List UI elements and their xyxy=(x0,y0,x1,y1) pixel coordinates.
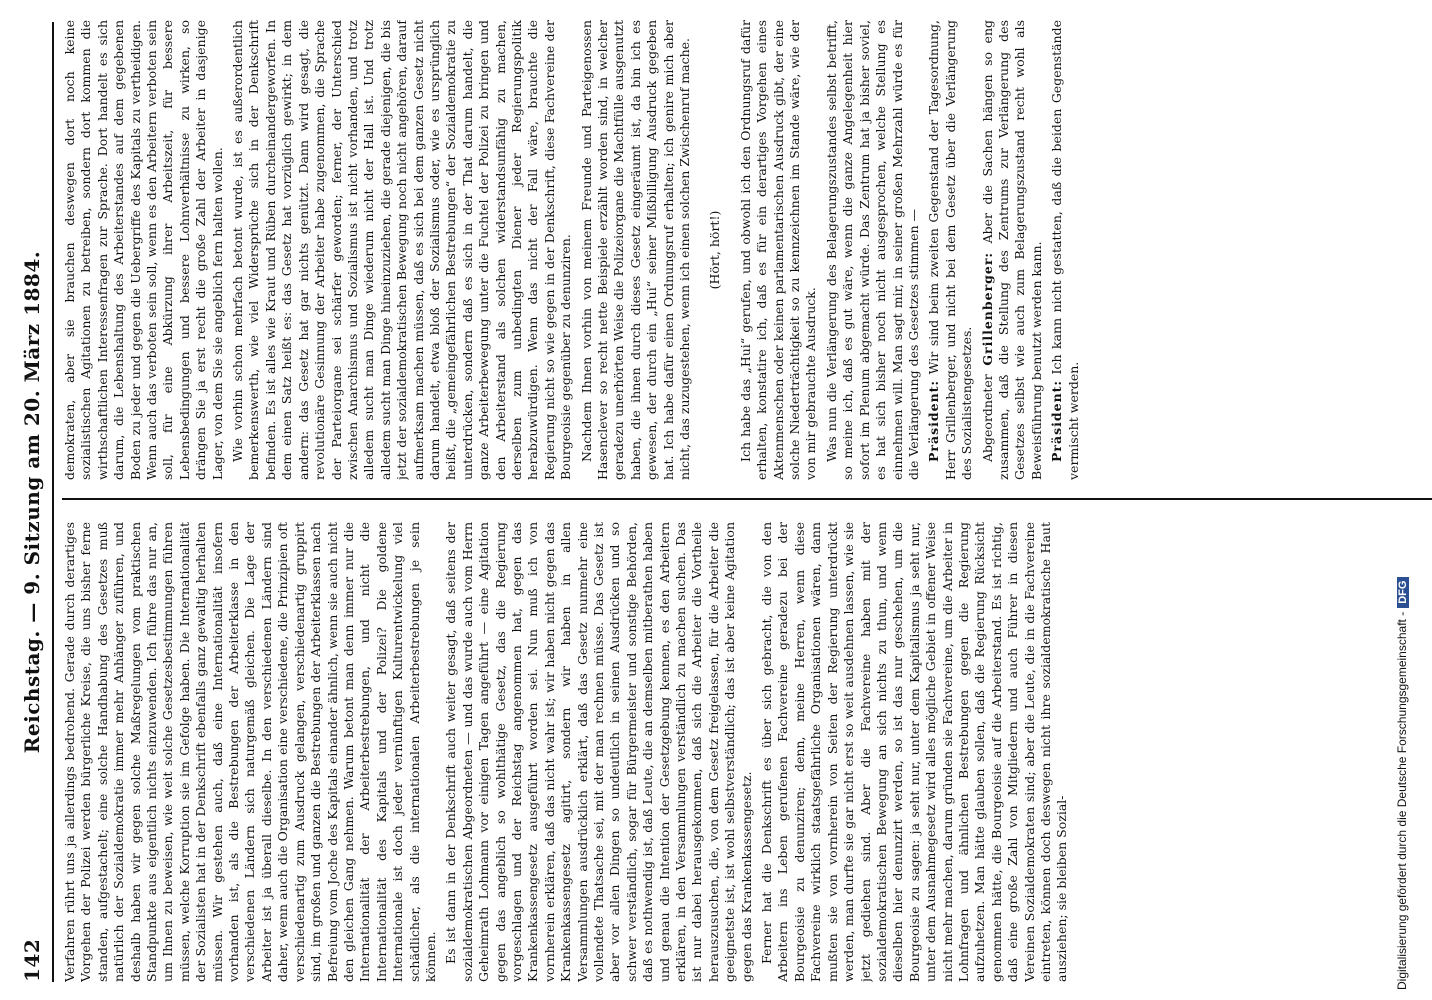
president-statement xyxy=(1049,20,1082,480)
speaker-name: Präsident: xyxy=(1049,379,1065,462)
speech-text: Aber die Sachen hängen so eng zusammen, daß die Stellung des Zentrums zur Verlängerung des Gesetzes selbst wie auch zum Belagerungszustand recht wohl als Beweisführung benutzt werden kann. xyxy=(979,20,1044,480)
speech-text: Ich kann nicht gestatten, daß die beiden Gegenstände vermischt werden. xyxy=(1049,20,1081,480)
speech-text: Wir sind beim zweiten Gegenstand der Tagesordnung, Herr Grillenberger, und nicht bei dem Gesetz über die Verlängerung des Sozialistengesetzes. xyxy=(926,20,975,480)
speaker-title: Abgeordneter xyxy=(979,374,995,462)
speaker-name: Präsident: xyxy=(926,379,942,462)
paragraph: Ferner hat die Denkschrift es über sich gebracht, die von den Arbeitern ins Leben gerufenen Fachvereine geradezu bei der Bourgeoisie zu denunziren; denn, meine Herren, wenn diese Fachvereine wirklich staatsgefährliche Organisationen wären, dann mußten sie von vornherein von Seiten der Regierung unterdrückt werden, man durfte sie gar nicht erst so weit ausdehnen lassen, wie sie jetzt gediehen sind. Aber die Fachvereine haben mit der sozialdemokratischen Bewegung an sich nichts zu thun, und wenn dieselben hier denunzirt werden, so ist das nur geschehen, um die Bourgeoisie zu sagen: ja seht nur, unter dem Kapitalismus ja seht nur, unter dem Ausnahmegesetz wird alles mögliche Gebiet in offener Weise nicht mehr machen, darum gründen sie Fachvereine, um die Arbeiter in Lohnfragen und ähnlichen Bestrebungen gegen die Regierung aufzuhetzen. Man hätte glauben sollen, daß die Regierung Rücksicht genommen hätte, die Bourgeoisie auf die Arbeiterstand. Es ist richtig, daß eine große Zahl von Mitgliedern und auch Führer in diesen Vereinen Sozialdemokraten sind; aber die Leute, die in die Fachvereine eintreten, können doch deswegen nicht ihre sozialdemokratische Haut ausziehen; sie bleiben Sozial- xyxy=(759,522,1070,982)
paragraph: demokraten, aber sie brauchen deswegen dort noch keine sozialistischen Agitationen zu betreiben, sondern dort kommen die wirthschaftlichen Interessenfragen zur Sprache. Dort handelt es sich darum, die Lebenshaltung des Arbeiterstandes auf dem gegebenen Boden zu jeder und gegen die Uebergriffe des Kapitals zu vertheidigen. Wenn auch das verboten sein soll, wenn es den Arbeitern verboten sein soll, für eine Abkürzung ihrer Arbeitszeit, für bessere Lebensbedingungen und bessere Lohnverhältnisse zu wirken, so drängen Sie ja erst recht die große Zahl der Arbeiter in dasjenige Lager, von dem Sie sie angeblich fern halten wollen. xyxy=(62,20,225,480)
paragraph: Ich habe das „Hui“ gerufen, und obwohl ich den Ordnungsruf dafür erhalten, konstatire ich, daß es für ein derartiges Vorgehen eines Aktenmenschen oder keinen parlamentarischen Ausdruck gibt, der eine solche Niederträchtigkeit so zu kennzeichnen im Stande wäre, wie der von mir gebrauchte Ausdruck. xyxy=(737,20,819,480)
page-number: 142 xyxy=(20,938,44,982)
paragraph: Wie vorhin schon mehrfach betont wurde, ist es außerordentlich bemerkenswerth, wie viel Widersprüche sich in der Denkschrift befinden. Es ist alles wie Kraut und Rüben durcheinandergeworfen. In dem einen Satz heißt es: das Gesetz hat vorzüglich gewirkt; in dem andern: das Gesetz hat gar nichts genützt. Dann wird gesagt, die revolutionäre Gesinnung der Arbeiter habe zugenommen, die Sprache der Parteiorgane sei schärfer geworden; ferner, der Unterschied zwischen Anarchismus und Sozialismus ist nicht vorhanden, und trotz alledem sucht man Dinge wiederum nicht der Hall ist. Und trotz alledem sucht man Dinge hineinzuziehen, die gerade diejenigen, die bis jetzt der sozialdemokratischen Bewegung noch nicht angehören, darauf aufmerksam machen müssen, daß es sich bei dem ganzen Gesetz nicht darum handelt, etwa bloß der Sozialismus oder, wie es ursprünglich heißt, die „gemeingefährlichen Bestrebungen“ der Sozialdemokratie zu unterdrücken, sondern daß es sich in der That darum handelt, die ganze Arbeiterbewegung unter die Fuchtel der Polizei zu bringen und den Arbeiterstand als solchen widerstandsunfähig zu machen, derselben zum unbedingten Diener jeder Regierungspolitik herabzuwürdigen. Wenn das nicht der Fall wäre, brauchte die Regierung nicht so wie gegen in der Denkschrift, diese Fachvereine der Bourgeoisie gegenüber zu denunziren. xyxy=(230,20,574,480)
paragraph: Nachdem Ihnen vorhin von meinem Freunde und Parteigenossen Hasenclever so recht nette Beispiele erzählt worden sind, in welcher geradezu unerhörten Weise die Polizeiorgane die Machtfülle ausgenutzt haben, die ihnen durch dieses Gesetz eingeräumt ist, da bin ich es gewesen, der durch ein „Hui“ seiner Mißbilligung Ausdruck gegeben hat. Ich habe dafür einen Ordnungsruf erhalten; ich genire mich aber nicht, das zuzugestehen, wenn ich einen solchen Zwischenruf mache. xyxy=(578,20,693,480)
president-statement xyxy=(926,20,975,480)
paragraph: Verfahren rührt uns ja allerdings bedrohend. Gerade durch derartiges Vorgehen der Polizei werden bürgerliche Kreise, die uns bisher ferne standen, aufgestachelt; eine solche Handhabung des Gesetzes muß natürlich der Sozialdemokratie immer mehr Anhänger zuführen, und deshalb haben wir gegen solche Maßregelungen vom praktischen Standpunkte aus eigentlich nichts einzuwenden. Ich führe das nur an, um Ihnen zu beweisen, wie weit solche Gesetzesbestimmungen führen müssen, welche Korruption sie im Gefolge haben. Die Internationalität der Sozialisten hat in der Denkschrift ebenfalls ganz gewaltig herhalten müssen. Wir gestehen auch, daß eine Internationalität insofern vorhanden ist, als die Bestrebungen der Arbeiterklasse in den verschiedenen Ländern sich naturgemäß gleichen. Die Lage der Arbeiter ist ja überall dieselbe. In den verschiedenen Ländern sind daher, wenn auch die Organisation eine verschiedene, die Prinzipien oft verschiedenartig zum Ausdruck gelangen, verschiedenartig gruppirt sind, im großen und ganzen die Bestrebungen der Arbeiterklassen nach Befreiung vom Joche des Kapitals einander ähnlich, wenn sie auch nicht den gleichen Gang nehmen. Warum betont man denn immer nur die Internationalität der Arbeiterbestrebungen, und nicht die Internationalität des Kapitals und der Polizei? Die goldene Internationale ist doch jeder vernünftigen Kulturentwickelung viel schädlicher, als die internationalen Arbeiterbestrebungen je sein können. xyxy=(62,522,438,982)
dfg-logo: DFG xyxy=(1397,577,1409,608)
deputy-statement xyxy=(980,20,1046,480)
credit-text: Digitalisierung gefördert durch die Deutsche Forschungsgemeinschaft - xyxy=(1395,611,1409,990)
column-divider xyxy=(62,498,1432,500)
header-rule xyxy=(52,22,54,982)
speaker-name: Grillenberger: xyxy=(979,251,995,366)
digitization-credit xyxy=(1395,577,1409,990)
running-head xyxy=(20,22,54,982)
interjection: (Hört, hört!) xyxy=(707,210,723,290)
page-title: Reichstag. — 9. Sitzung am 20. März 1884. xyxy=(20,250,44,754)
right-column xyxy=(62,20,1432,480)
left-column xyxy=(62,522,1432,982)
paragraph: Es ist dann in der Denkschrift auch weiter gesagt, daß seitens der sozialdemokratischen Abgeordneten — und das wurde auch vom Herrn Geheimrath Lohmann vor einigen Tagen angeführt — eine Agitation gegen das angeblich so wohlthätige Gesetz, das die Regierung vorgeschlagen und der Reichstag angenommen hat, gegen das Krankenkassengesetz ausgeführt worden sei. Nun muß ich von vornherein erklären, daß das nicht wahr ist; wir haben nicht gegen das Krankenkassengesetz agitirt, sondern wir haben in allen Versammlungen ausdrücklich erklärt, daß das Gesetz nunmehr eine vollendete Thatsache sei, mit der man rechnen müsse. Das Gesetz ist aber vor allen Dingen so undeutlich in seinen Ausdrücken und so schwer verständlich, sogar für Bürgermeister und sonstige Behörden, daß es nothwendig ist, daß Leute, die an demselben mitberathen haben und genau die Intention der Gesetzgebung kennen, es den Arbeitern erklären, in den Versammlungen verständlich zu machen suchen. Das ist nur dabei herausgekommen, daß sich die Arbeiter die Vortheile herauszusuchen, die, von dem Gesetz freigelassen, für die Arbeiter die geeignetste ist, ist wohl selbstverständlich; das ist aber keine Agitation gegen das Krankenkassengesetz. xyxy=(443,522,754,982)
paragraph: Was nun die Verlängerung des Belagerungszustandes selbst betrifft, so meine ich, daß es gut wäre, wenn die ganze Angelegenheit hier sofort im Plenum abgemacht würde. Das Zentrum hat ja bisher soviel, es hat sich bisher noch nicht ausgesprochen, welche Stellung es einnehmen will. Man sagt mir, in seiner großen Mehrzahl würde es für die Verlängerung des Gesetzes stimmen — xyxy=(823,20,921,480)
